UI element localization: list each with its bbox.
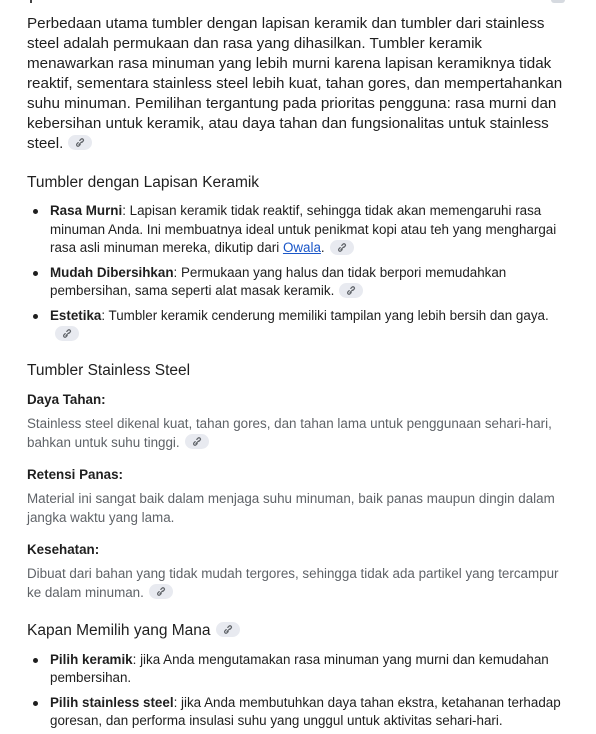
bullet bbox=[33, 701, 38, 706]
link-icon bbox=[223, 625, 233, 634]
bullet bbox=[33, 209, 38, 214]
item-text: : Lapisan keramik tidak reaktif, sehingga tidak akan memengaruhi rasa minuman Anda. Ini membuatnya ideal untuk penikmat kopi atau teh yang menghargai rasa asli minuman mereka, dikutip dari bbox=[50, 203, 557, 255]
response-content bbox=[27, 14, 572, 731]
section-text: Stainless steel dikenal kuat, tahan gores, dan tahan lama untuk penggunaan sehari-hari, bahkan untuk suhu tinggi. bbox=[27, 415, 552, 450]
item-tail: . bbox=[320, 240, 325, 255]
bullet bbox=[33, 314, 38, 319]
citation-chip[interactable] bbox=[68, 135, 92, 150]
heading-choose bbox=[27, 621, 572, 641]
item-text: : jika Anda membutuhkan daya tahan ekstra, ketahanan terhadap goresan, dan performa insulasi suhu yang unggul untuk aktivitas sehari-hari. bbox=[50, 694, 561, 728]
list-item bbox=[27, 264, 572, 301]
ceramic-list bbox=[27, 202, 572, 344]
subheading-durability: Daya Tahan: bbox=[27, 391, 106, 407]
item-text: : jika Anda mengutamakan rasa minuman yang murni dan kemudahan pembersihan. bbox=[50, 651, 549, 685]
item-label: Estetika bbox=[50, 307, 102, 323]
citation-chip[interactable] bbox=[216, 622, 240, 637]
link-icon bbox=[337, 243, 347, 252]
bullet bbox=[33, 271, 38, 276]
bullet bbox=[33, 658, 38, 663]
link-icon bbox=[346, 286, 356, 295]
intro-paragraph bbox=[27, 14, 572, 154]
citation-chip[interactable] bbox=[185, 434, 209, 449]
durability-text bbox=[27, 414, 572, 452]
link-icon bbox=[62, 329, 72, 338]
item-text: : Tumbler keramik cenderung memiliki tampilan yang lebih bersih dan gaya. bbox=[101, 307, 549, 323]
heading-ceramic: Tumbler dengan Lapisan Keramik bbox=[27, 174, 260, 191]
item-text: : Permukaan yang halus dan tidak berpori memudahkan pembersihan, sama seperti alat masak keramik. bbox=[50, 264, 507, 298]
section-text: Dibuat dari bahan yang tidak mudah tergores, sehingga tidak ada partikel yang tercampur ke dalam minuman. bbox=[27, 565, 559, 600]
subheading-health: Kesehatan: bbox=[27, 541, 100, 557]
link-icon bbox=[75, 138, 85, 147]
item-label: Pilih stainless steel bbox=[50, 694, 174, 710]
list-item bbox=[27, 202, 572, 258]
source-link-owala[interactable]: Owala bbox=[282, 240, 321, 255]
heading-steel: Tumbler Stainless Steel bbox=[27, 361, 191, 379]
choose-list bbox=[27, 651, 572, 731]
link-icon bbox=[156, 587, 166, 596]
list-item bbox=[27, 307, 572, 344]
item-label: Pilih keramik bbox=[50, 651, 133, 667]
subheading-heat-retention: Retensi Panas: bbox=[27, 466, 124, 482]
list-item bbox=[27, 694, 572, 731]
top-edge-chip bbox=[551, 0, 565, 3]
citation-chip[interactable] bbox=[55, 326, 79, 341]
citation-chip[interactable] bbox=[339, 283, 363, 298]
link-icon bbox=[192, 437, 202, 446]
item-label: Mudah Dibersihkan bbox=[50, 264, 174, 280]
item-label: Rasa Murni bbox=[50, 203, 123, 218]
top-edge-mark bbox=[30, 0, 32, 3]
health-text bbox=[27, 564, 572, 602]
intro-text: Perbedaan utama tumbler dengan lapisan keramik dan tumbler dari stainless steel adalah permukaan dan rasa yang dihasilkan. Tumbler keramik menawarkan rasa minuman yang lebih murni karena lapisan keramiknya tidak reaktif, sementara stainless steel lebih kuat, tahan gores, dan mempertahankan suhu minuman. Pemilihan tergantung pada prioritas pengguna: rasa murni dan kebersihan untuk keramik, atau daya tahan dan fungsionalitas untuk stainless steel. bbox=[27, 15, 563, 152]
list-item bbox=[27, 651, 572, 688]
citation-chip[interactable] bbox=[149, 584, 173, 599]
heading-text: Kapan Memilih yang Mana bbox=[27, 621, 211, 639]
citation-chip[interactable] bbox=[330, 240, 354, 255]
heat-retention-text: Material ini sangat baik dalam menjaga suhu minuman, baik panas maupun dingin dalam jangka waktu yang lama. bbox=[27, 490, 555, 525]
